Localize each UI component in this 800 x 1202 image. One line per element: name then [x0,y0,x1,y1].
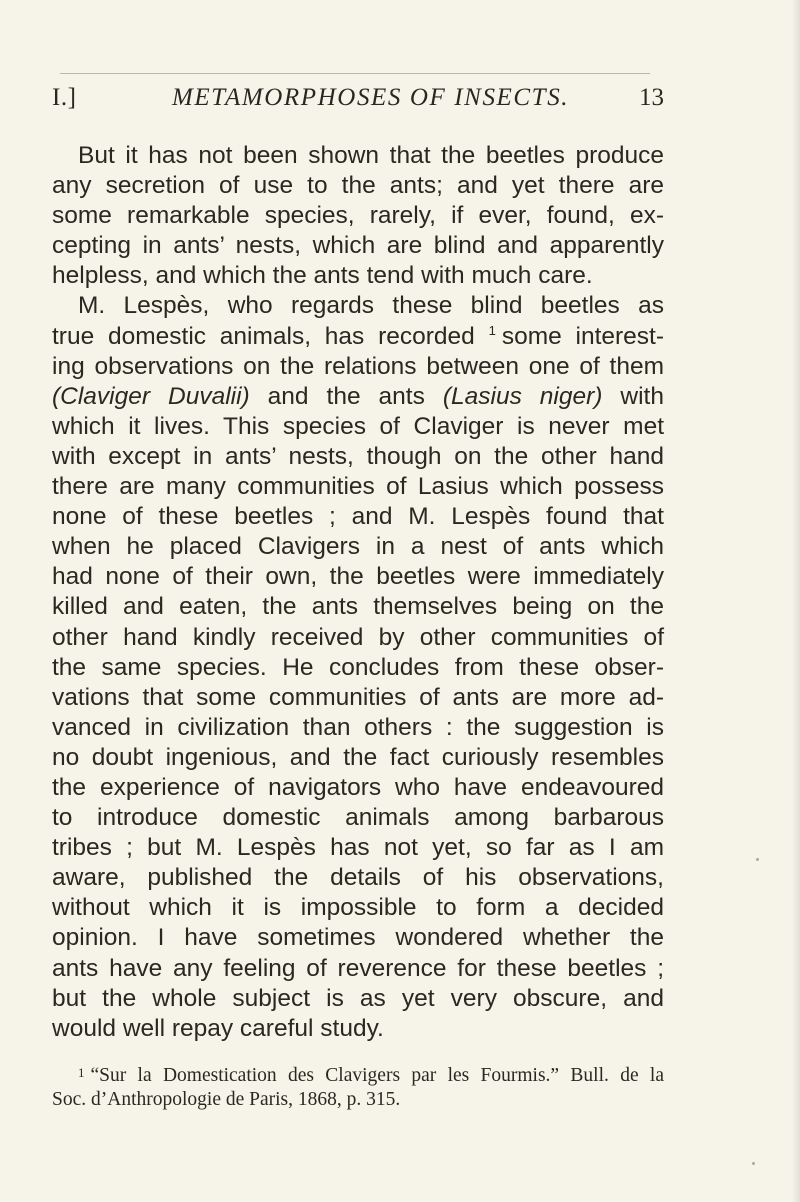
line-text: some remarkable species, rarely, if ever, found, ex- [52,202,664,230]
line-text: vations that some communities of ants are more ad- [52,683,664,711]
text-line [52,532,664,562]
page-edge-shadow [792,0,800,1202]
text-line [52,923,664,953]
text-line [52,291,664,321]
text-line [52,592,664,622]
text-line [52,322,664,352]
page-number: 13 [639,84,664,111]
footnote-line [52,1064,664,1088]
line-text: no doubt ingenious, and the fact curiously resembles [52,743,664,771]
italic-text: (Claviger Duvalii) [52,382,250,410]
text-line [52,502,664,532]
line-text: and the ants [249,382,443,410]
line-text: true domestic animals, has recorded [52,322,475,350]
line-text: M. Lespès, who regards these blind beetles as [78,292,664,320]
line-text: the experience of navigators who have endeavoured [52,773,664,801]
line-text: there are many communities of Lasius which possess [52,473,664,501]
paper-speck [752,1162,755,1165]
text-line [52,382,664,412]
text-line [52,683,664,713]
text-line [52,773,664,803]
text-line [52,833,664,863]
text-line [52,713,664,743]
text-line [52,171,664,201]
body-text [52,141,664,1044]
line-text: helpless, and which the ants tend with much care. [52,262,593,290]
line-text: opinion. I have sometimes wondered whether the [52,924,664,952]
line-text: some interest- [501,322,664,350]
line-text: none of these beetles ; and M. Lespès found that [52,503,664,531]
line-text: but the whole subject is as yet very obscure, and [52,984,664,1012]
text-line [52,803,664,833]
text-line [52,984,664,1014]
footnote [52,1064,664,1112]
line-text: with except in ants’ nests, though on the other hand [52,442,664,470]
line-text: ing observations on the relations between one of them [52,352,664,380]
footnote-line [52,1088,664,1112]
text-line [52,1014,664,1044]
text-line [52,623,664,653]
line-text: But it has not been shown that the beetles produce [78,142,664,169]
text-line [52,954,664,984]
text-line [52,863,664,893]
footnote-marker: 1 [78,1065,85,1080]
line-text: other hand kindly received by other communities of [52,623,664,651]
text-line [52,562,664,592]
text-line [52,412,664,442]
line-text: the same species. He concludes from these obser- [52,653,664,681]
text-line [52,743,664,773]
italic-text: (Lasius niger) [442,382,603,410]
text-line [52,352,664,382]
top-rule [60,73,650,74]
text-line [52,893,664,923]
footnote-text-1: “Sur la Domestication des Clavigers par les Fourmis.” Bull. de la [90,1065,664,1086]
line-text: had none of their own, the beetles were immediately [52,563,664,591]
line-text: ants have any feeling of reverence for these beetles ; [52,954,664,982]
paper-speck [756,858,759,861]
text-line [52,261,664,291]
text-line [52,442,664,472]
line-text: without which it is impossible to form a decided [52,894,664,922]
page-header [52,84,664,124]
line-text: killed and eaten, the ants themselves being on the [52,593,664,621]
line-text: tribes ; but M. Lespès has not yet, so far as I am [52,834,664,862]
chapter-marker: I.] [52,84,77,111]
line-text: vanced in civilization than others : the suggestion is [52,713,664,741]
line-text: aware, published the details of his observations, [52,864,664,892]
text-line [52,141,664,171]
line-text: with [602,382,664,410]
line-text: which it lives. This species of Claviger is never met [52,412,664,440]
line-text: to introduce domestic animals among barbarous [52,804,664,832]
line-text: any secretion of use to the ants; and yet there are [52,172,664,200]
text-line [52,231,664,261]
footnote-reference: 1 [488,322,496,338]
footnote-text-2: Soc. d’Anthropologie de Paris, 1868, p. 315. [52,1089,401,1110]
text-line [52,653,664,683]
text-line [52,472,664,502]
line-text: cepting in ants’ nests, which are blind and apparently [52,232,664,260]
line-text: would well repay careful study. [52,1014,384,1042]
running-title: METAMORPHOSES OF INSECTS. [172,84,570,111]
text-line [52,201,664,231]
line-text: when he placed Clavigers in a nest of ants which [52,533,664,561]
